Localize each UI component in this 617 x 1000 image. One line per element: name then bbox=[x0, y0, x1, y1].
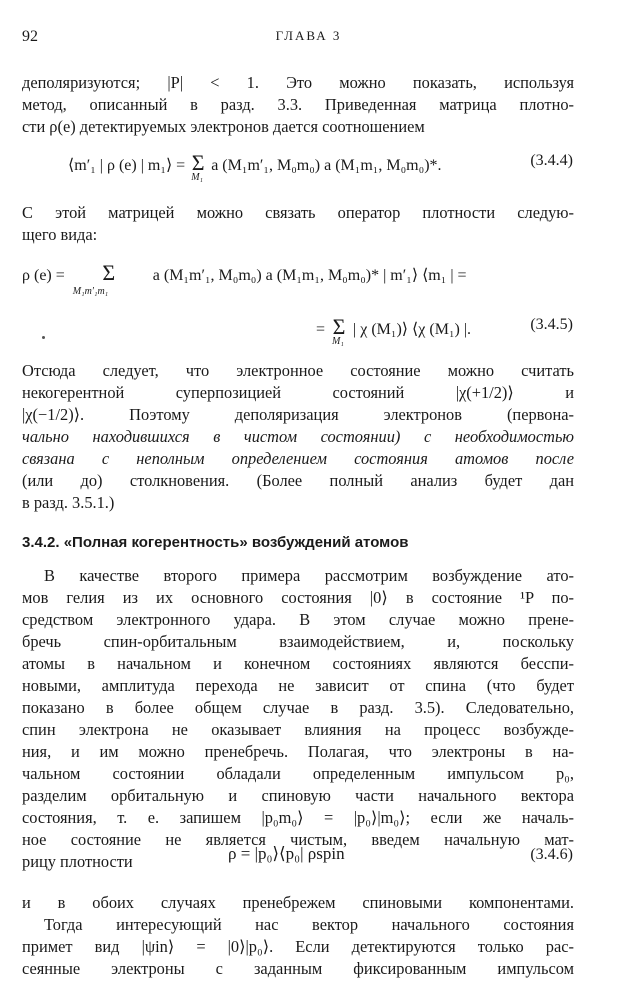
text-line: бречь спин-орбитальным взаимодействием, и, поскольку bbox=[22, 632, 574, 651]
text-line: средством электронного удара. В этом случае можно прене- bbox=[22, 610, 574, 629]
text-line: чально находившихся в чистом состоянии) с необходимостью bbox=[22, 427, 574, 446]
equation-number: (3.4.6) bbox=[530, 846, 573, 863]
equation-number: (3.4.5) bbox=[530, 316, 573, 333]
text-line: в разд. 3.5.1.) bbox=[22, 493, 115, 512]
page-number: 92 bbox=[22, 28, 38, 45]
text-line: (или до) столкновения. (Более полный анализ будет дан bbox=[22, 471, 574, 490]
text-line: спин электрона не оказывает влияния на процесс возбужде- bbox=[22, 720, 574, 739]
sigma-subscript: M₁m′₁m₁ bbox=[72, 286, 109, 297]
sigma-symbol: Σ M₁ bbox=[191, 150, 205, 183]
text-line: В качестве второго примера рассмотрим возбуждение ато- bbox=[44, 566, 574, 585]
text-line: новыми, амплитуда перехода не зависит от спина (что будет bbox=[22, 676, 574, 695]
text-line: рицу плотности bbox=[22, 852, 133, 871]
text-line: Отсюда следует, что электронное состояние можно считать bbox=[22, 361, 574, 380]
text-line: чальном состоянии обладали определенным импульсом p₀, bbox=[22, 764, 574, 783]
equation-lhs: ⟨m′₁ | ρ (e) | m₁⟩ = bbox=[68, 157, 186, 174]
section-heading: 3.4.2. «Полная когерентность» возбуждений атомов bbox=[22, 534, 409, 551]
text-line: сти ρ(e) детектируемых электронов дается соотношением bbox=[22, 117, 425, 136]
running-header: ГЛАВА 3 bbox=[275, 28, 342, 43]
text-line: деполяризуются; |P| < 1. Это можно показать, используя bbox=[22, 73, 574, 92]
text-line: метод, описанный в разд. 3.3. Приведенная матрица плотно- bbox=[22, 95, 574, 114]
text-line: примет вид |ψin⟩ = |0⟩|p₀⟩. Если детектируются только рас- bbox=[22, 937, 574, 956]
text-line: некогерентной суперпозицией состояний |χ(+1/2)⟩ и bbox=[22, 383, 574, 402]
sigma-symbol: Σ M₁ bbox=[332, 314, 346, 347]
text-line: сеянные электроны с заданным фиксированным импульсом bbox=[22, 959, 574, 978]
equation-3-4-6: ρ = |p₀⟩⟨p₀| ρspin bbox=[228, 844, 345, 863]
equation-rhs: a (M₁m′₁, M₀m₀) a (M₁m₁, M₀m₀)*. bbox=[211, 157, 442, 174]
sigma-subscript: M₁ bbox=[332, 336, 344, 347]
equation-lhs: ρ (e) = bbox=[22, 267, 65, 284]
text-line: и в обоих случаях пренебрежем спиновыми компонентами. bbox=[22, 893, 574, 912]
print-speck bbox=[42, 336, 45, 339]
text-line: Тогда интересующий нас вектор начального состояния bbox=[44, 915, 574, 934]
equation-3-4-4 bbox=[68, 150, 442, 183]
text-line: мов гелия из их основного состояния |0⟩ в состояние ¹P по- bbox=[22, 588, 574, 607]
equation-3-4-5-line2: = Σ M₁ | χ (M₁)⟩ ⟨χ (M₁) |. bbox=[316, 314, 472, 347]
equation-3-4-5-line1 bbox=[22, 260, 467, 297]
equation-rhs: a (M₁m′₁, M₀m₀) a (M₁m₁, M₀m₀)* | m′₁⟩ ⟨m₁ | = bbox=[152, 267, 467, 284]
text-line: показано в более общем случае в разд. 3.5). Следовательно, bbox=[22, 698, 574, 717]
text-line: атомы в начальном и конечном состояниях являются бесспи- bbox=[22, 654, 574, 673]
text-line: разделим орбитальную и спиновую части начального вектора bbox=[22, 786, 574, 805]
sigma-subscript: M₁ bbox=[191, 172, 204, 183]
equation-number: (3.4.4) bbox=[530, 152, 573, 169]
text-line: щего вида: bbox=[22, 225, 98, 244]
text-line: состояния, т. е. запишем |p₀m₀⟩ = |p₀⟩|m₀⟩; если же началь- bbox=[22, 808, 574, 827]
text-line: связана с неполным определением состояния атомов после bbox=[22, 449, 574, 468]
text-line: |χ(−1/2)⟩. Поэтому деполяризация электронов (первона- bbox=[22, 405, 574, 424]
sigma-symbol: Σ M₁m′₁m₁ bbox=[72, 260, 116, 297]
equation-rhs: | χ (M₁)⟩ ⟨χ (M₁) |. bbox=[353, 321, 472, 338]
text-line: ния, и им можно пренебречь. Полагая, что электроны в на- bbox=[22, 742, 574, 761]
text-line: ное состояние не является чистым, введем начальную мат- bbox=[22, 830, 574, 849]
text-line: С этой матрицей можно связать оператор плотности следую- bbox=[22, 203, 574, 222]
